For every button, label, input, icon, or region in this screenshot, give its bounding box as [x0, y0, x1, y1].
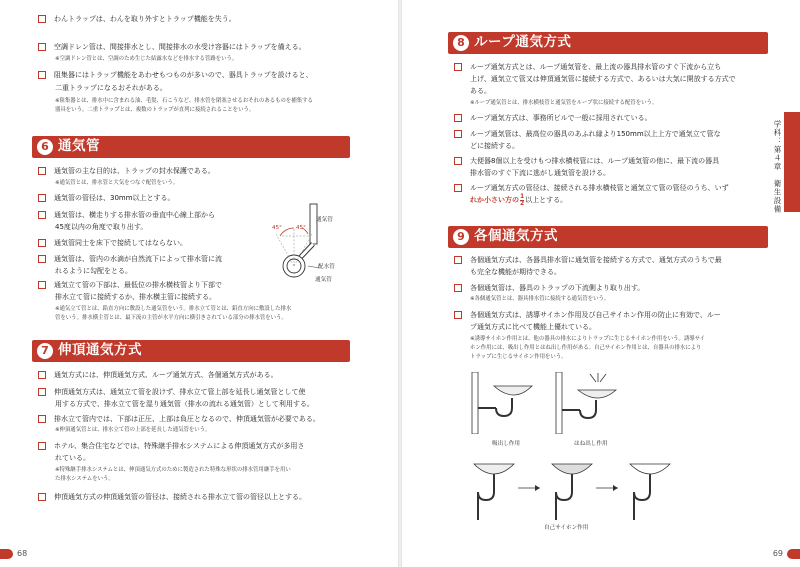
section-heading-8 [448, 32, 768, 54]
item-text: ホテル、集合住宅などでは、特殊継手排水システムによる伸頂通気方式が多用さ [54, 442, 305, 450]
section-heading-6 [32, 136, 350, 158]
section-number: 9 [453, 229, 469, 245]
right-page [400, 0, 800, 567]
item-text: 通気方式には、伸頂通気方式、ループ通気方式、各個通気方式がある。 [54, 371, 278, 379]
item-text: 通気管は、管内の水滴が自然流下によって排水管に流 [54, 255, 222, 263]
item-text: 大便器8個以上を受けもつ排水横枝管には、ループ通気管の他に、最下流の器具 [470, 157, 720, 165]
diagram-label-drain: 配水管 [318, 264, 335, 270]
item-text: 各個通気方式は、各器具排水管に通気管を接続する方式で、通気方式のうちで最 [470, 256, 722, 264]
checkbox[interactable] [454, 284, 462, 292]
checklist-item [454, 62, 721, 72]
section-number: 7 [37, 343, 53, 359]
note: ※ループ通気管とは、排水横枝管と通気管をループ状に接続する配管をいう。 [470, 100, 658, 106]
checkbox[interactable] [454, 114, 462, 122]
item-continuation: 排水立て管に接続するか、排水横主管に接続する。 [55, 293, 216, 301]
section-title: ループ通気方式 [474, 34, 572, 51]
checklist-item [454, 183, 729, 193]
note: トラップに生じるサイホン作用をいう。 [470, 354, 567, 360]
checklist-item [38, 166, 215, 176]
page-tab-marker [787, 549, 800, 559]
note: ※阻集器とは、排水中に含まれる油、毛髪、石こうなど、排水管を閉塞させるおそれのあるものを捕集する [55, 98, 313, 104]
diagram-label-vent2: 通気管 [315, 277, 332, 283]
checklist-item [38, 492, 306, 502]
item-continuation: 用する方式で、排水立て管を湿り通気管（排水の流れる通気管）として利用する。 [55, 400, 314, 408]
diagram-angle-right: 45° [296, 225, 306, 231]
item-text: 通気管同士を床下で接続してはならない。 [54, 239, 187, 247]
checklist-item [38, 193, 175, 203]
checklist-item [454, 310, 721, 320]
checkbox[interactable] [38, 15, 46, 23]
checkbox[interactable] [38, 415, 46, 423]
checklist-item [38, 238, 187, 248]
item-text: 通気管の管径は、30mm以上とする。 [54, 194, 175, 202]
checkbox[interactable] [38, 71, 46, 79]
checklist-item [454, 283, 644, 293]
vent-pipe-diagram [262, 200, 352, 288]
item-continuation: 45度以内の角度で取り出す。 [55, 223, 148, 231]
item-text: 伸頂通気方式は、通気立て管を設けず、排水立て管上部を延長し通気管として使 [54, 388, 306, 396]
item-text: 各個通気管は、器具のトラップの下流側より取り出す。 [470, 284, 645, 292]
checkbox[interactable] [454, 63, 462, 71]
item-continuation: れるように勾配をとる。 [55, 267, 132, 275]
item-text: ループ通気方式は、事務所ビルで一般に採用されている。 [470, 114, 652, 122]
item-text: 排水立て管内では、下部は正圧、上部は負圧となるので、伸頂通気管が必要である。 [54, 415, 320, 423]
checkbox[interactable] [454, 184, 462, 192]
checklist-item [38, 441, 304, 451]
splash-siphon-diagram [550, 372, 620, 434]
item-text: 阻集器にはトラップ機能をあわせもつものが多いので、器具トラップを設けると、 [54, 71, 313, 79]
label-self-siphon: 自己サイホン作用 [544, 525, 589, 531]
checklist-item [454, 129, 721, 139]
item-text: ループ通気方式の管径は、接続される排水横枝管と通気立て管の管径のうち、いず [470, 184, 729, 192]
checkbox[interactable] [454, 157, 462, 165]
item-continuation: どに接続する。 [470, 142, 519, 150]
item-text: 通気管の主な目的は、トラップの封水保護である。 [54, 167, 215, 175]
note: ※通気立て管とは、鉛直方向に敷設した通気管をいう。排水立て管とは、鉛直方向に敷設した排水 [55, 306, 292, 312]
checklist-item [38, 254, 222, 264]
checklist-item [454, 255, 722, 265]
item-continuation: れている。 [55, 454, 90, 462]
item-text: ループ通気方式とは、ループ通気管を、最上流の器具排水管のすぐ下流から立ち [470, 63, 722, 71]
item-continuation: も完全な機能が期待できる。 [470, 268, 561, 276]
note: ※通気管とは、排水管と大気をつなぐ配管をいう。 [55, 180, 179, 186]
section-heading-7 [32, 340, 350, 362]
checkbox[interactable] [454, 311, 462, 319]
note: ホン作用には、吸出し作用とはね出し作用がある。自己サイホン作用とは、自器具の排水により [470, 345, 702, 351]
label-splash: はね出し作用 [574, 441, 608, 447]
note: ※各個通気管とは、器具排水管に接続する通気管をいう。 [470, 296, 610, 302]
diagram-label-vent: 通気管 [316, 217, 333, 223]
section-number: 8 [453, 35, 469, 51]
chapter-side-tab [784, 112, 800, 212]
self-siphon-diagram-3 [624, 458, 680, 520]
checklist-item [38, 387, 305, 397]
checklist-item [38, 70, 313, 80]
item-continuation: ある。 [470, 87, 491, 95]
item-continuation: 排水管のすぐ下流に逃がし通気管を設ける。 [470, 169, 610, 177]
checkbox[interactable] [38, 167, 46, 175]
note: ※特殊継手排水システムとは、伸頂通気方式のために製造された特殊な形状の排水管用継手を用い [55, 467, 291, 473]
diagram-angle-left: 45° [272, 225, 282, 231]
checkbox[interactable] [38, 388, 46, 396]
checkbox[interactable] [38, 211, 46, 219]
checklist-item [454, 156, 719, 166]
item-continuation: 上げ、通気立て管又は伸頂通気管に接続する方式で、あるいは大気に開放する方式で [470, 75, 736, 83]
checkbox[interactable] [38, 239, 46, 247]
suction-siphon-diagram [466, 372, 536, 434]
item-text: 空調ドレン管は、間接排水とし、間接排水の水受け容器にはトラップを備える。 [54, 43, 306, 51]
item-text: 伸頂通気方式の伸頂通気管の管径は、接続される排水立て管の管径以上とする。 [54, 493, 306, 501]
checklist-item [38, 414, 320, 424]
checklist-item [38, 210, 215, 220]
section-title: 通気管 [58, 138, 100, 155]
chapter-side-label: 学科：第４章 衛生設備 [773, 120, 782, 214]
item-text: わんトラップは、わんを取り外すとトラップ機能を失う。 [54, 15, 236, 23]
checkbox[interactable] [38, 255, 46, 263]
note: 器具をいう。二重トラップとは、複数のトラップが直列に接続されることをいう。 [55, 107, 255, 113]
checklist-item [454, 113, 652, 123]
checkbox[interactable] [38, 43, 46, 51]
item-continuation: れか小さい方の $\frac{1}{2}$ 以上とする。 [470, 193, 568, 207]
self-siphon-diagram-1 [468, 458, 542, 520]
checkbox[interactable] [454, 130, 462, 138]
item-continuation: プ通気方式に比べて機能上優れている。 [470, 323, 596, 331]
note: ※誘導サイホン作用とは、他の器具の排水によりトラップに生じるサイホン作用をいう。誘導サイ [470, 336, 706, 342]
checklist-item [38, 42, 306, 52]
checkbox[interactable] [38, 442, 46, 450]
checklist-item [38, 280, 222, 290]
section-title: 各個通気方式 [474, 228, 558, 245]
note: た排水システムをいう。 [55, 476, 114, 482]
note: 管をいう。排水横主管とは、最下流の主管が水平方向に横引きされている部分の排水管をいう。 [55, 315, 287, 321]
checklist-item [38, 14, 236, 24]
item-text: 各個通気方式は、誘導サイホン作用及び自己サイホン作用の防止に有効で、ルー [470, 311, 721, 319]
page-tab-marker [0, 549, 13, 559]
self-siphon-diagram-2 [546, 458, 620, 520]
item-text: 通気立て管の下部は、最低位の排水横枝管より下部で [54, 281, 222, 289]
checkbox[interactable] [38, 493, 46, 501]
item-text: ループ通気管は、最高位の器具のあふれ縁より150mm以上上方で通気立て管な [470, 130, 721, 138]
checklist-item [38, 370, 278, 380]
fraction: $\frac{1}{2}$ [520, 193, 525, 207]
note: ※伸頂通気管とは、排水立て管の上部を延長した通気管をいう。 [55, 427, 211, 433]
item-text: 通気管は、横走りする排水管の垂直中心線上部から [54, 211, 215, 219]
item-continuation: 二重トラップになるおそれがある。 [55, 84, 167, 92]
note: ※空調ドレン管とは、空調のため生じた結露水などを排水する管路をいう。 [55, 56, 238, 62]
checkbox[interactable] [38, 371, 46, 379]
section-number: 6 [37, 139, 53, 155]
section-title: 伸頂通気方式 [58, 342, 142, 359]
page-number-left: 68 [0, 548, 27, 560]
checkbox[interactable] [454, 256, 462, 264]
checkbox[interactable] [38, 194, 46, 202]
section-heading-9 [448, 226, 768, 248]
label-suction: 吸出し作用 [492, 441, 520, 447]
page-number-right: 69 [773, 548, 800, 560]
checkbox[interactable] [38, 281, 46, 289]
